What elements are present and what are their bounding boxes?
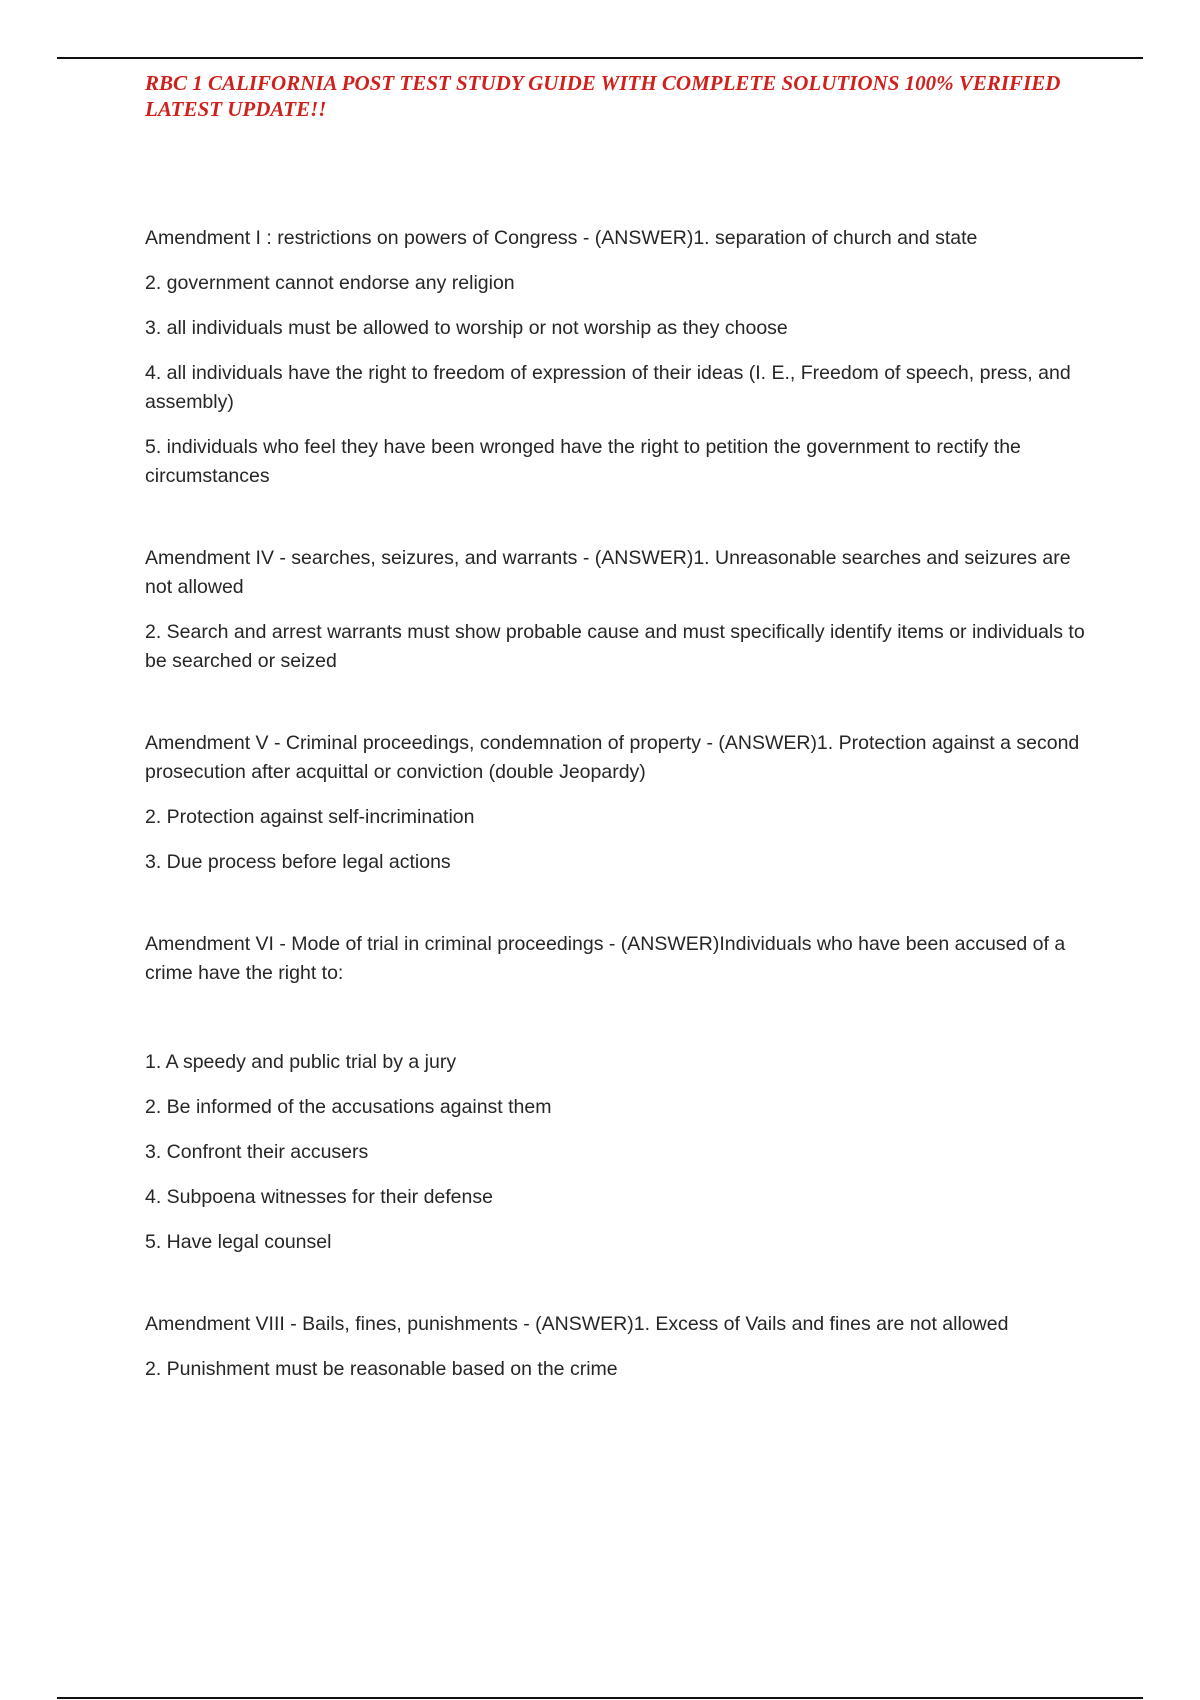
section-amendment-4	[145, 544, 1090, 676]
section-amendment-1	[145, 224, 1090, 491]
document-body	[145, 224, 1090, 1400]
answer-item: 1. A speedy and public trial by a jury	[145, 1051, 457, 1073]
answer-item: 4. Subpoena witnesses for their defense	[145, 1186, 493, 1208]
top-rule	[57, 57, 1143, 59]
bottom-rule	[57, 1697, 1143, 1699]
answer-item: 4. all individuals have the right to freedom of expression of their ideas (I. E., Freedom of speech, press, and assembly)	[145, 362, 1071, 413]
question-text: Amendment VIII - Bails, fines, punishments - (ANSWER)1. Excess of Vails and fines are not allowed	[145, 1313, 1009, 1335]
question-text: Amendment IV - searches, seizures, and warrants - (ANSWER)1. Unreasonable searches and seizures are not allowed	[145, 547, 1071, 598]
answer-item: 2. Search and arrest warrants must show probable cause and must specifically identify items or individuals to be searched or seized	[145, 621, 1085, 672]
document-title: RBC 1 CALIFORNIA POST TEST STUDY GUIDE WITH COMPLETE SOLUTIONS 100% VERIFIED LATEST UPDATE!!	[145, 71, 1061, 121]
answer-item: 2. Protection against self-incrimination	[145, 806, 475, 828]
section-amendment-5	[145, 729, 1090, 877]
answer-item: 3. Due process before legal actions	[145, 851, 451, 873]
answer-item: 2. government cannot endorse any religion	[145, 272, 515, 294]
answer-item: 5. Have legal counsel	[145, 1231, 332, 1253]
question-text: Amendment VI - Mode of trial in criminal proceedings - (ANSWER)Individuals who have been accused of a crime have the right to:	[145, 933, 1066, 984]
answer-item: 2. Be informed of the accusations against them	[145, 1096, 552, 1118]
section-amendment-8	[145, 1310, 1090, 1384]
section-amendment-6	[145, 930, 1090, 1257]
answer-item: 5. individuals who feel they have been wronged have the right to petition the government to rectify the circumstances	[145, 436, 1021, 487]
question-text: Amendment V - Criminal proceedings, condemnation of property - (ANSWER)1. Protection against a second prosecution after acquittal or conviction (double Jeopardy)	[145, 732, 1080, 783]
answer-item: 2. Punishment must be reasonable based on the crime	[145, 1358, 618, 1380]
answer-item: 3. Confront their accusers	[145, 1141, 369, 1163]
question-text: Amendment I : restrictions on powers of Congress - (ANSWER)1. separation of church and state	[145, 227, 978, 249]
answer-item: 3. all individuals must be allowed to worship or not worship as they choose	[145, 317, 788, 339]
